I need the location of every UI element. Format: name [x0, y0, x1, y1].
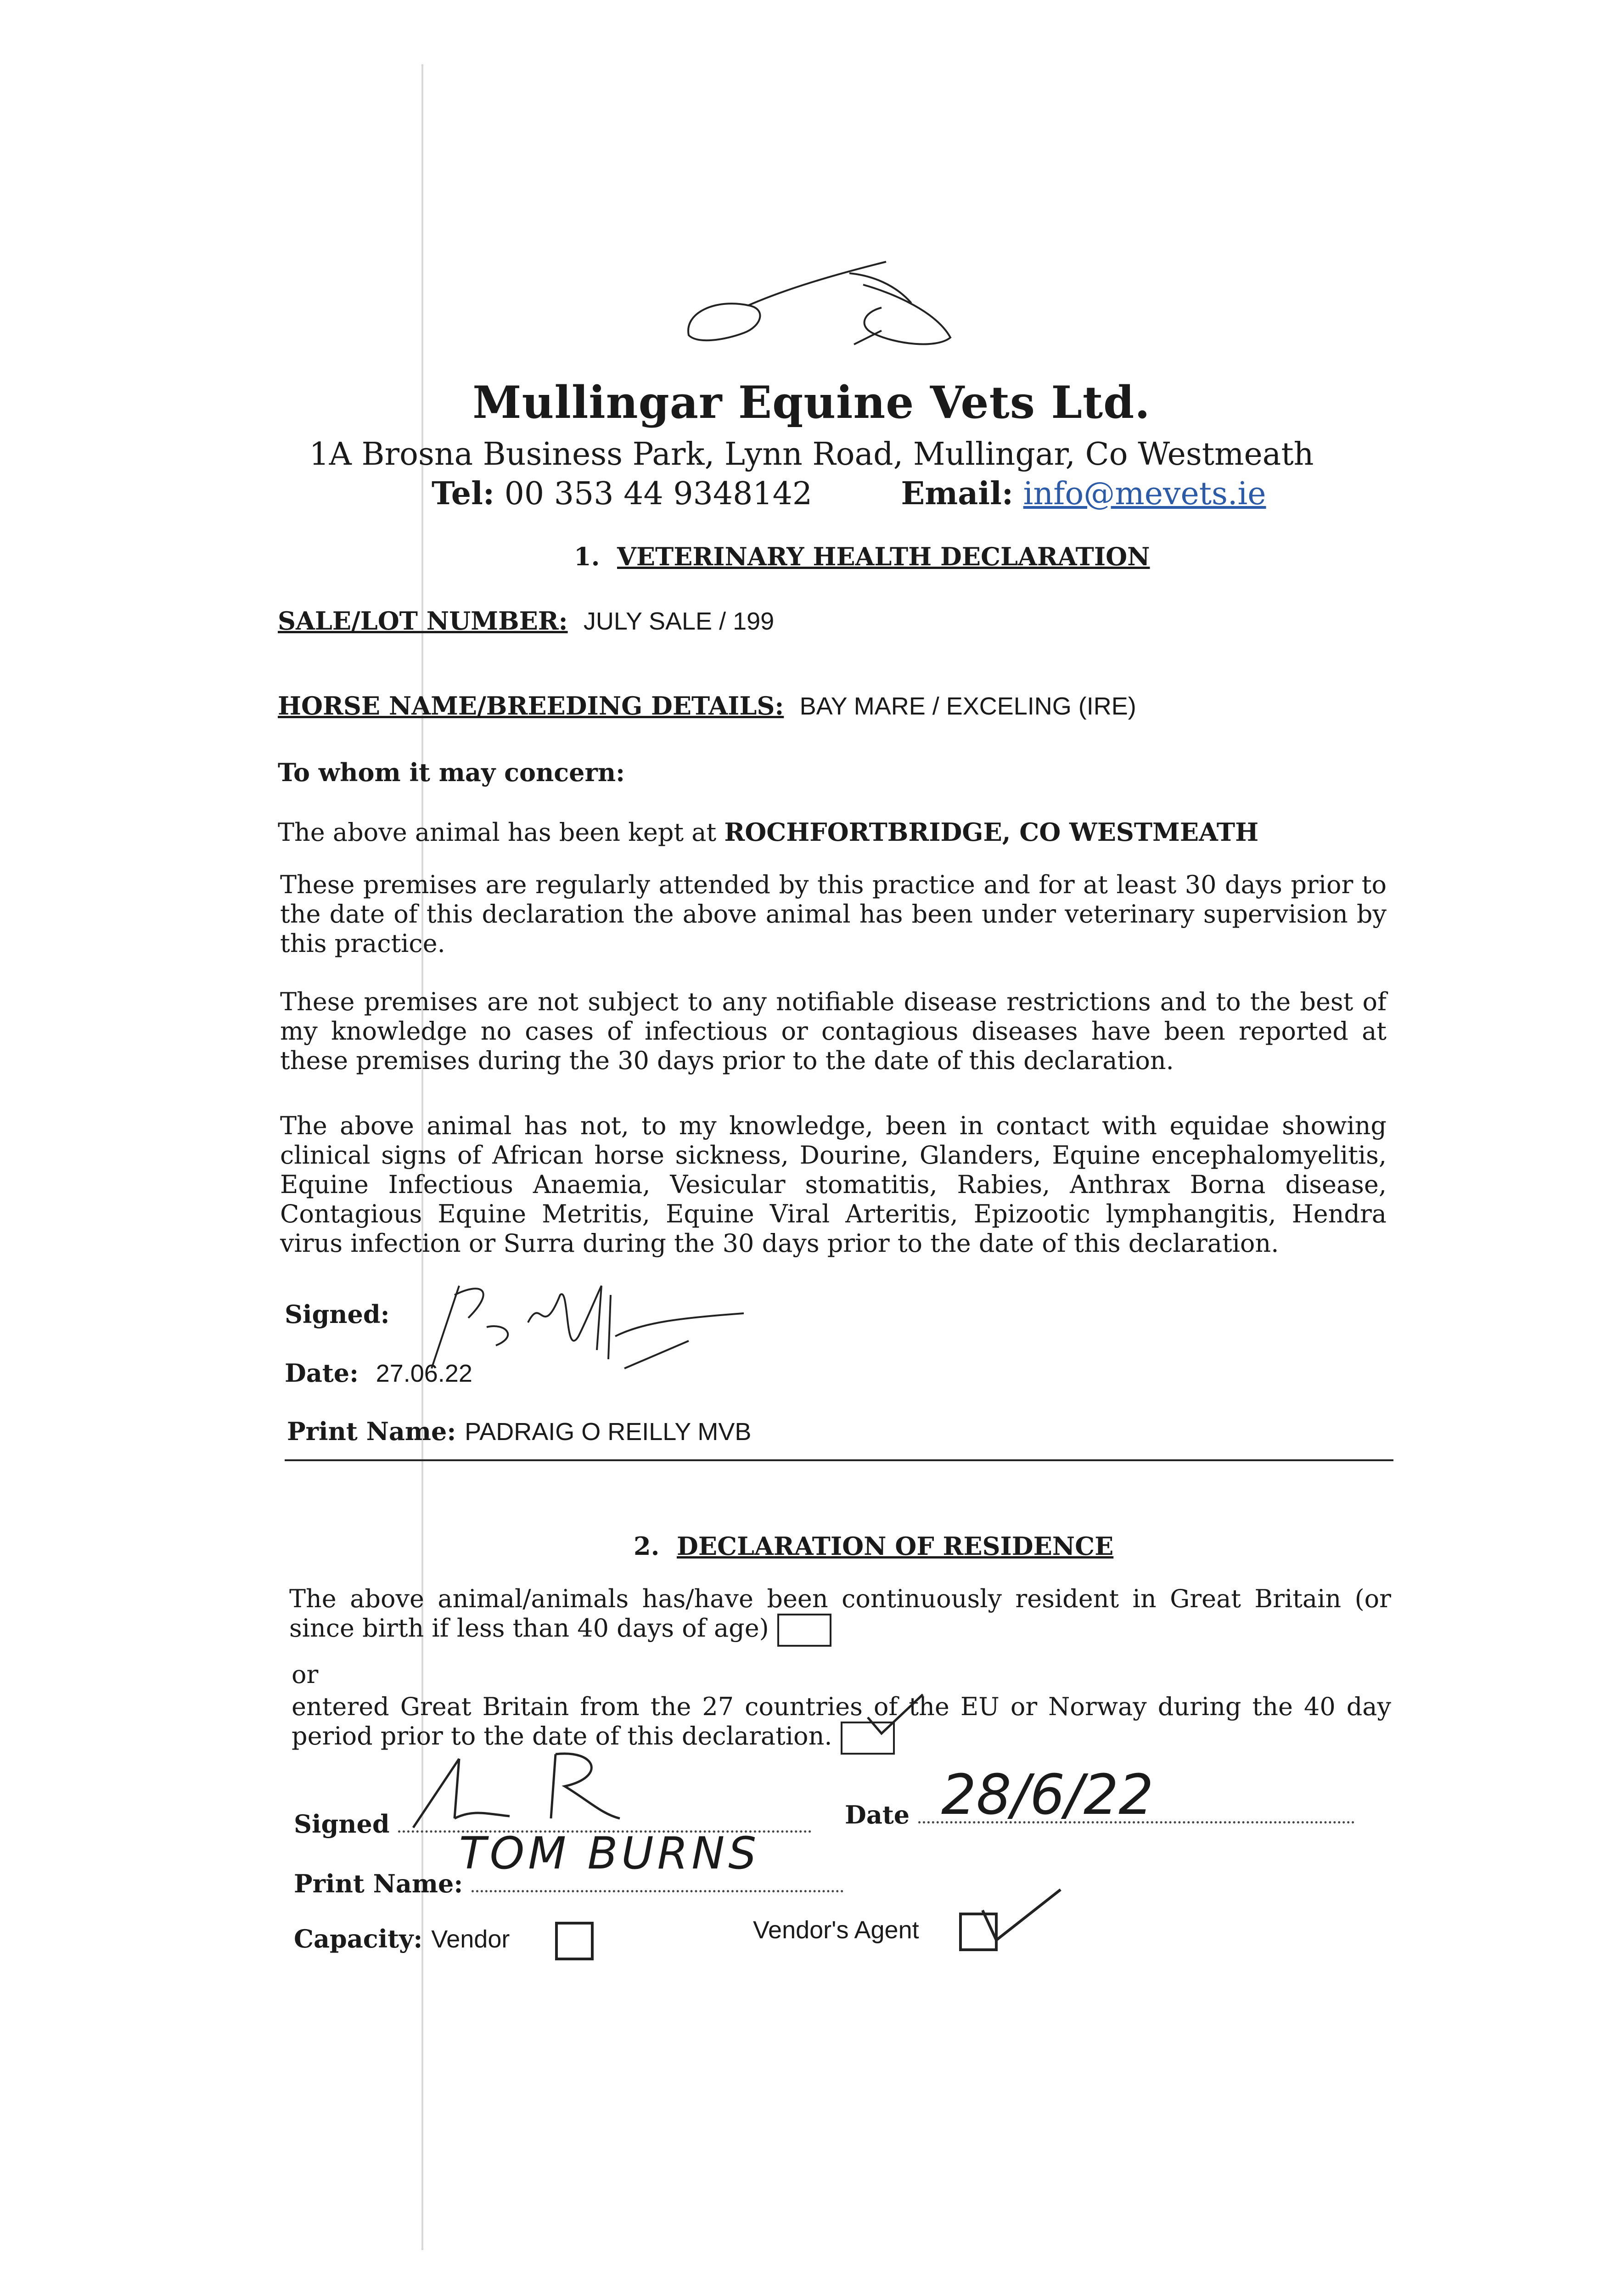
sale-lot-label: SALE/LOT NUMBER:: [278, 606, 568, 636]
horse-details-label: HORSE NAME/BREEDING DETAILS:: [278, 691, 784, 720]
paragraph-contact-diseases: The above animal has not, to my knowledge, been in contact with equidae showing clinical signs of African horse sickness, Dourine, Glanders, Equine encephalomyelitis, Equine Infectious Anaemia, Vesicular stomatitis, Rabies, Anthrax Borna disease, Contagious Equine Metritis, Equine Viral Arteritis, Epizootic lymphangitis, Hendra virus infection or Surra during the 30 days prior to the date of this declaration.: [280, 1111, 1387, 1258]
horse-details-field: [278, 691, 1136, 720]
section2-title: [634, 1531, 1113, 1561]
or-separator: or: [292, 1660, 319, 1689]
vet-date-value: 27.06.22: [376, 1360, 472, 1387]
vet-date-label: Date:: [285, 1358, 359, 1388]
vendor-signed-label: Signed: [294, 1809, 390, 1839]
vendor-print-name-label: Print Name:: [294, 1869, 463, 1898]
company-address: 1A Brosna Business Park, Lynn Road, Mullingar, Co Westmeath: [309, 436, 1314, 473]
kept-at-location: ROCHFORTBRIDGE, CO WESTMEATH: [724, 817, 1259, 847]
residence-line2-text: entered Great Britain from the 27 countries of the EU or Norway during the 40 day period prior to the date of this declaration.: [292, 1692, 1391, 1750]
section-divider: [285, 1459, 1393, 1461]
vendor-date-label: Date: [845, 1800, 910, 1829]
kept-at-line: [278, 817, 1258, 847]
vet-print-name-label: Print Name:: [287, 1417, 456, 1446]
vendor-date-handwritten: 28/6/22: [941, 1763, 1154, 1827]
vendor-print-name-line[interactable]: [472, 1890, 843, 1892]
contact-line: [432, 475, 1266, 512]
paragraph-supervision: These premises are regularly attended by this practice and for at least 30 days prior to the date of this declaration the above animal has been under veterinary supervision by this practice.: [280, 870, 1387, 958]
company-name: Mullingar Equine Vets Ltd.: [472, 377, 1151, 428]
resident-gb-checkbox[interactable]: [777, 1614, 831, 1647]
paragraph-restrictions: These premises are not subject to any notifiable disease restrictions and to the best of my knowledge no cases of infectious or contagious diseases have been reported at these premises during the 30 days prior to the date of this declaration.: [280, 987, 1387, 1075]
email-label: Email:: [901, 475, 1014, 512]
salutation: To whom it may concern:: [278, 758, 625, 787]
section2-heading: DECLARATION OF RESIDENCE: [676, 1531, 1114, 1561]
residence-line2: [292, 1692, 1391, 1755]
residence-line1: [289, 1584, 1391, 1647]
sale-lot-value: JULY SALE / 199: [583, 608, 775, 635]
section1-title: [574, 542, 1150, 571]
capacity-agent-checkmark-icon: [973, 1883, 1065, 1947]
email-link[interactable]: info@mevets.ie: [1023, 476, 1266, 512]
sale-lot-field: [278, 606, 774, 636]
residence-line1-text: The above animal/animals has/have been continuously resident in Great Britain (or since birth if less than 40 days of age): [289, 1584, 1391, 1643]
vendor-print-name-handwritten: TOM BURNS: [459, 1828, 760, 1879]
vet-print-name-value: PADRAIG O REILLY MVB: [465, 1418, 752, 1446]
vendor-signature: [404, 1750, 643, 1837]
horse-details-value: BAY MARE / EXCELING (IRE): [799, 692, 1136, 720]
capacity-vendor-label: Vendor: [431, 1925, 510, 1953]
vet-print-name-field: [287, 1417, 751, 1446]
tel-number: 00 353 44 9348142: [504, 476, 813, 512]
section1-number: 1.: [574, 542, 600, 571]
entered-gb-checkmark-icon: [863, 1690, 927, 1740]
section2-number: 2.: [634, 1531, 660, 1561]
section1-heading: VETERINARY HEALTH DECLARATION: [617, 542, 1150, 571]
capacity-label: Capacity:: [294, 1924, 423, 1954]
capacity-field: [294, 1922, 594, 1960]
tel-label: Tel:: [432, 475, 494, 512]
vet-date-field: [285, 1358, 472, 1388]
vet-signed-label: Signed:: [285, 1300, 390, 1329]
capacity-vendor-checkbox[interactable]: [555, 1922, 594, 1960]
capacity-agent-field: [753, 1913, 998, 1951]
horse-logo-icon: [680, 257, 964, 363]
capacity-agent-label: Vendor's Agent: [753, 1916, 919, 1944]
kept-at-prefix: The above animal has been kept at: [278, 818, 717, 847]
